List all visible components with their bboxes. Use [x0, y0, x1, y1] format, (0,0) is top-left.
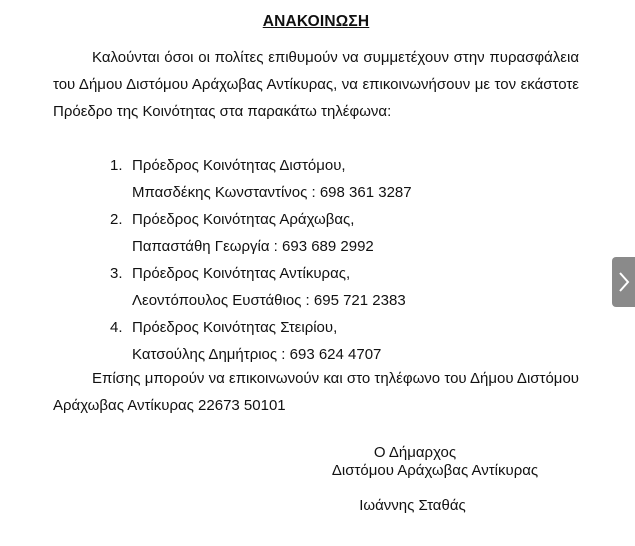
announcement-title: ΑΝΑΚΟΙΝΩΣΗ: [262, 13, 370, 30]
list-item: [110, 314, 412, 368]
list-item: [110, 206, 412, 260]
contact-person-phone: Μπασδέκης Κωνσταντίνος : 698 361 3287: [132, 184, 412, 201]
list-item-number: 4.: [110, 319, 123, 336]
list-item: [110, 260, 412, 314]
contact-person-phone: Λεοντόπουλος Ευστάθιος : 695 721 2383: [132, 292, 406, 309]
contact-role: Πρόεδρος Κοινότητας Αντίκυρας,: [132, 265, 351, 282]
chevron-right-icon: [618, 271, 630, 293]
contact-person-phone: Παπαστάθη Γεωργία : 693 689 2992: [132, 238, 374, 255]
signature-title: Ο Δήμαρχος: [373, 444, 457, 461]
list-item-number: 1.: [110, 157, 123, 174]
contact-role: Πρόεδρος Κοινότητας Στειρίου,: [132, 319, 338, 336]
contact-person-phone: Κατσούλης Δημήτριος : 693 624 4707: [132, 346, 382, 363]
contact-list: [110, 152, 412, 368]
signature-name: Ιωάννης Σταθάς: [359, 497, 466, 514]
closing-paragraph: Επίσης μπορούν να επικοινωνούν και στο τηλέφωνο του Δήμου Διστόμου Αράχωβας Αντίκυρας 22673 50101: [53, 370, 579, 414]
signature-organization: Διστόμου Αράχωβας Αντίκυρας: [331, 462, 539, 479]
intro-paragraph: Καλούνται όσοι οι πολίτες επιθυμούν να συμμετέχουν στην πυρασφάλεια του Δήμου Διστόμου Αράχωβας Αντίκυρας, να επικοινωνήσουν με τον εκάστοτε Πρόεδρο της Κοινότητας στα παρακάτω τηλέφωνα:: [53, 49, 579, 120]
list-item: [110, 152, 412, 206]
list-item-number: 2.: [110, 211, 123, 228]
contact-role: Πρόεδρος Κοινότητας Αράχωβας,: [132, 211, 355, 228]
list-item-number: 3.: [110, 265, 123, 282]
contact-role: Πρόεδρος Κοινότητας Διστόμου,: [132, 157, 346, 174]
next-page-button[interactable]: [612, 257, 635, 307]
